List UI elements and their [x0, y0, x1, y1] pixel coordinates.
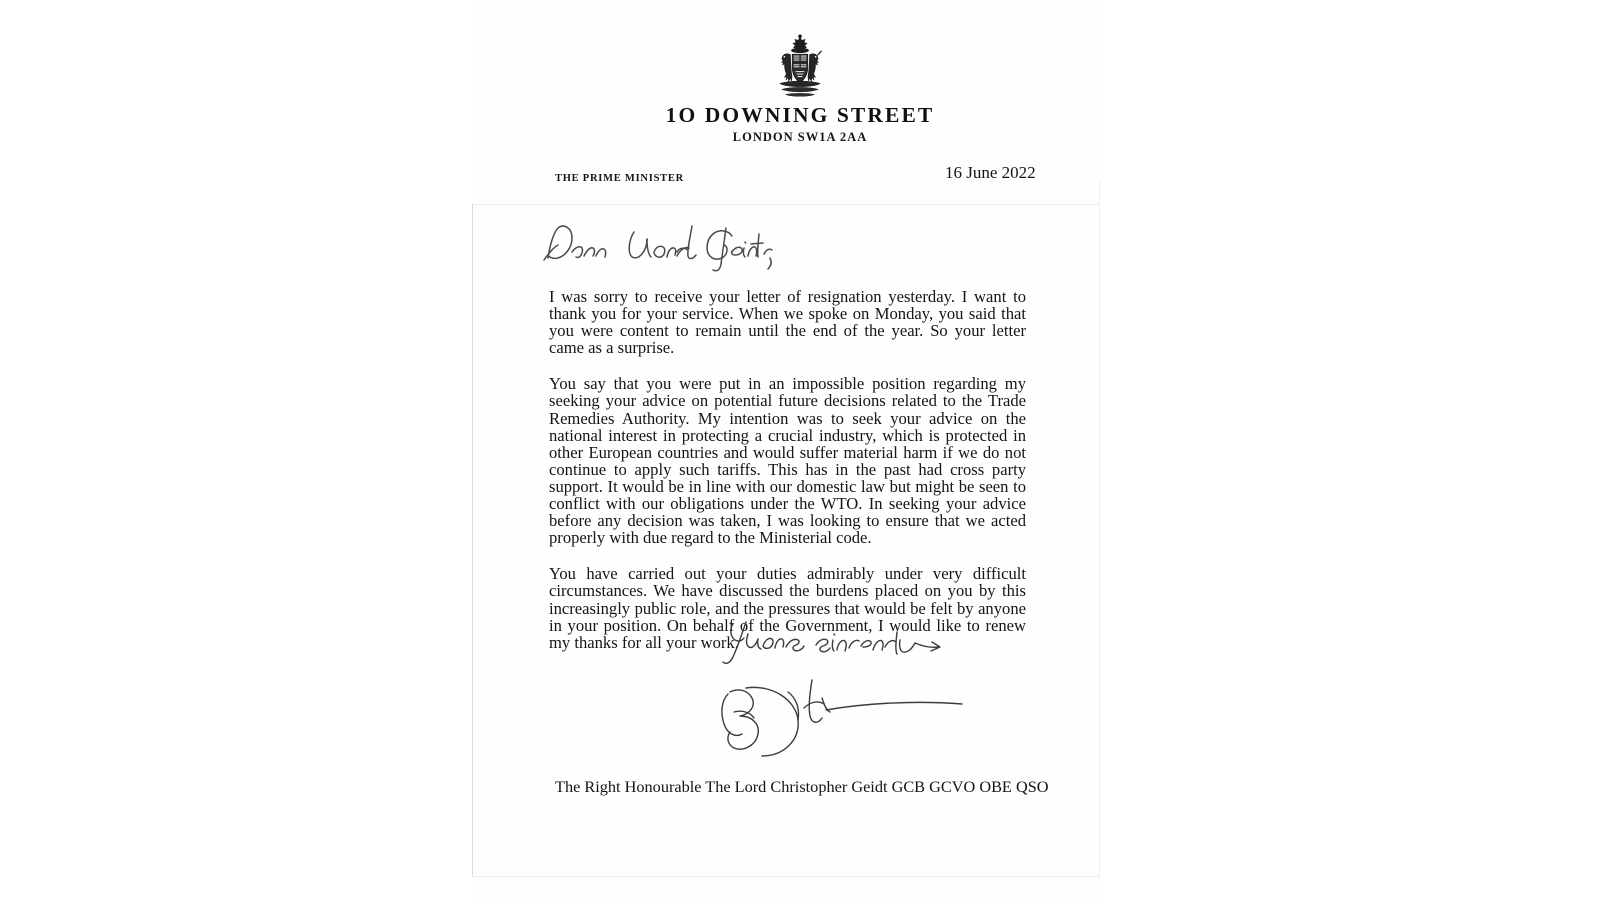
- sender-title: THE PRIME MINISTER: [555, 173, 685, 184]
- letterhead-city: LONDON SW1A 2AA: [732, 129, 868, 144]
- royal-coat-of-arms-icon: [0, 34, 1600, 105]
- scan-edge-left: [472, 204, 473, 876]
- letter-paragraph: You have carried out your duties admirably under very difficult circumstances. We have discussed the burdens placed on you by this increasingly public role, and the pressures that would be felt by anyone in your position. On behalf of the Government, I would like to renew my thanks for all your work.: [549, 564, 1026, 652]
- letterhead-street: 1O DOWNING STREET: [665, 103, 935, 127]
- letter-paragraph: I was sorry to receive your letter of resignation yesterday. I want to thank you for your service. When we spoke on Monday, you said that you were content to remain until the end of the year. So your letter came as a surprise.: [549, 287, 1026, 358]
- scan-edge-bottom: [472, 876, 1100, 877]
- scan-edge-top: [472, 204, 1100, 205]
- handwritten-signature-block: [700, 612, 1000, 762]
- letter-paragraph: You say that you were put in an impossible position regarding my seeking your advice on potential future decisions related to the Trade Remedies Authority. My intention was to seek your advice on the national interest in protecting a crucial industry, which is protected in other European countries and would suffer material harm if we do not continue to apply such tariffs. This has in the past had cross party support. It would be in line with our domestic law but might be seen to conflict with our obligations under the WTO. In seeking your advice before any decision was taken, I was looking to ensure that we acted properly with due regard to the Ministerial code.: [549, 374, 1026, 548]
- letterhead-address: [0, 104, 1600, 145]
- recipient-line: The Right Honourable The Lord Christopher Geidt GCB GCVO OBE QSO: [555, 777, 1049, 796]
- letter-date: 16 June 2022: [945, 163, 1036, 182]
- letter-body: [549, 288, 1026, 651]
- scan-edge-right: [1099, 180, 1100, 880]
- handwritten-salutation: [536, 214, 786, 276]
